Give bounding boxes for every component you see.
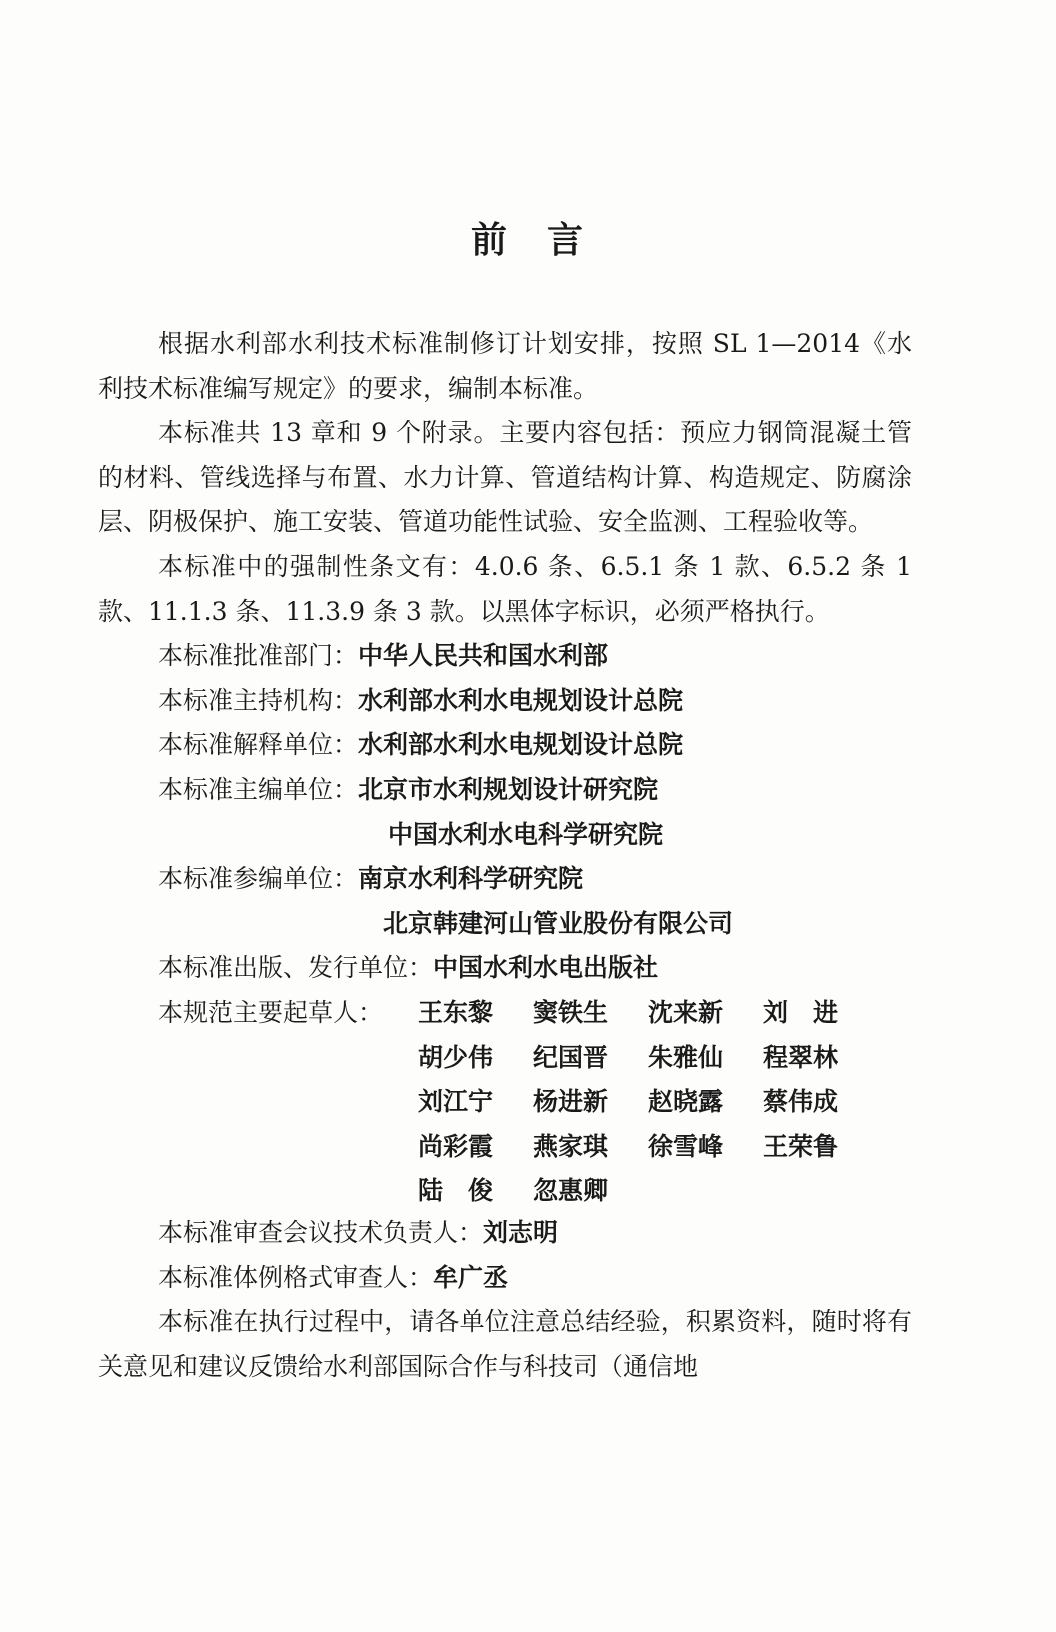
info-value: 中国水利水电出版社 xyxy=(433,953,659,983)
drafter-name: 徐雪峰 xyxy=(648,1131,724,1161)
info-value: 刘志明 xyxy=(483,1217,559,1247)
page-title: 前 言 xyxy=(470,220,585,261)
drafters-grid xyxy=(98,991,912,1211)
info-value: 北京市水利规划设计研究院 xyxy=(358,774,659,804)
info-chief-editor-cont xyxy=(98,813,912,858)
info-label: 本标准主持机构： xyxy=(158,685,359,715)
info-host xyxy=(98,679,912,724)
info-label: 本标准出版、发行单位： xyxy=(158,953,434,983)
drafter-name: 纪国晋 xyxy=(533,1042,609,1072)
info-label: 本标准解释单位： xyxy=(158,730,359,760)
drafter-name: 陆 俊 xyxy=(418,1176,494,1206)
info-value: 水利部水利水电规划设计总院 xyxy=(358,685,684,715)
drafter-name: 蔡伟成 xyxy=(763,1087,839,1117)
drafter-name: 忽惠卿 xyxy=(533,1176,609,1206)
drafter-name: 尚彩霞 xyxy=(418,1131,494,1161)
info-review-lead xyxy=(98,1211,912,1256)
drafter-name: 刘 进 xyxy=(763,997,839,1027)
drafter-name: 燕家琪 xyxy=(533,1131,609,1161)
info-label: 本标准参编单位： xyxy=(158,864,359,894)
info-approval xyxy=(98,634,912,679)
drafter-name: 沈来新 xyxy=(648,997,724,1027)
info-publisher xyxy=(98,946,912,991)
info-value: 南京水利科学研究院 xyxy=(358,864,584,894)
drafter-name: 刘江宁 xyxy=(418,1087,494,1117)
info-interpretation xyxy=(98,723,912,768)
paragraph-basis: 根据水利部水利技术标准制修订计划安排，按照 SL 1—2014《水利技术标准编写规定》的要求，编制本标准。 xyxy=(98,329,912,403)
info-value: 中华人民共和国水利部 xyxy=(358,641,609,671)
info-value: 北京韩建河山管业股份有限公司 xyxy=(383,908,734,938)
info-label: 本标准主编单位： xyxy=(158,774,359,804)
info-format-reviewer xyxy=(98,1256,912,1301)
info-value: 中国水利水电科学研究院 xyxy=(388,819,664,849)
info-label: 本标准体例格式审查人： xyxy=(158,1262,434,1292)
info-participants xyxy=(98,857,912,902)
info-label: 本规范主要起草人： xyxy=(158,997,384,1027)
paragraph-contents: 本标准共 13 章和 9 个附录。主要内容包括：预应力钢筒混凝土管的材料、管线选择与布置、水力计算、管道结构计算、构造规定、防腐涂层、阴极保护、施工安装、管道功能性试验、安全监测、工程验收等。 xyxy=(98,418,912,537)
paragraph-mandatory: 本标准中的强制性条文有：4.0.6 条、6.5.1 条 1 款、6.5.2 条 1 款、11.1.3 条、11.3.9 条 3 款。以黑体字标识，必须严格执行。 xyxy=(98,551,912,626)
drafter-name: 赵晓露 xyxy=(648,1087,724,1117)
info-label: 本标准审查会议技术负责人： xyxy=(158,1217,484,1247)
drafter-name: 程翠林 xyxy=(763,1042,839,1072)
drafter-name: 窦铁生 xyxy=(533,997,609,1027)
info-chief-editor xyxy=(98,768,912,813)
drafter-name: 王东黎 xyxy=(418,997,494,1027)
preface-body xyxy=(98,322,912,1389)
drafter-name: 杨进新 xyxy=(533,1087,609,1117)
info-label: 本标准批准部门： xyxy=(158,641,359,671)
info-value: 牟广丞 xyxy=(433,1262,509,1292)
drafter-name: 朱雅仙 xyxy=(648,1042,724,1072)
info-value: 水利部水利水电规划设计总院 xyxy=(358,730,684,760)
paragraph-feedback: 本标准在执行过程中，请各单位注意总结经验，积累资料，随时将有关意见和建议反馈给水利部国际合作与科技司（通信地 xyxy=(98,1307,912,1381)
drafter-name: 王荣鲁 xyxy=(763,1131,839,1161)
info-participants-cont xyxy=(98,902,912,947)
drafter-name: 胡少伟 xyxy=(418,1042,494,1072)
